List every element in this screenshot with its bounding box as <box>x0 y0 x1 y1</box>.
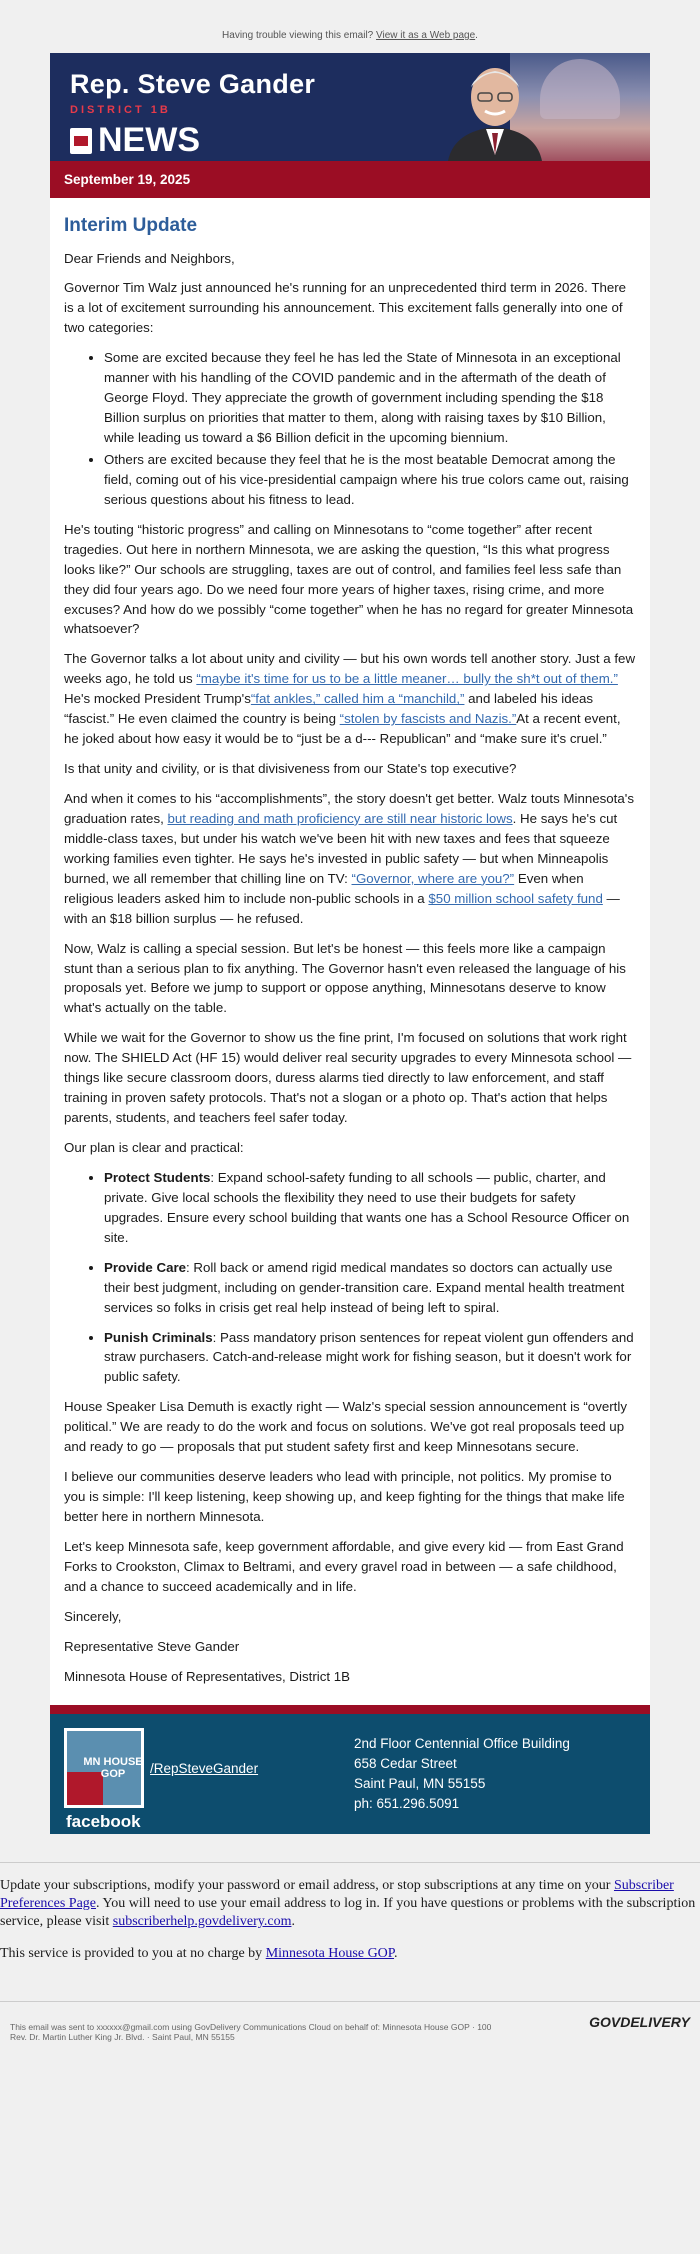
fascists-link[interactable]: “stolen by fascists and Nazis.” <box>339 711 517 727</box>
list-item: • Provide Care: Roll back or amend rigid medical mandates so doctors can actually use their best judgment, including on gender-transition care. Expand mental health treatment services so folks in crisis get real help instead of being left to spiral. <box>104 1258 636 1318</box>
paragraph-progress: He's touting “historic progress” and calling on Minnesotans to “come together” after recent tragedies. Out here in northern Minnesota, we are asking the question, “Is this what progress looks like?” Our schools are struggling, taxes are out of control, and families feel less safe than they did four years ago. Do we need four more years of higher taxes, rising crime, and more excuses? And how do we possibly “come together” when he has no regard for greater Minnesota whatsoever? <box>64 521 634 637</box>
meaner-quote-link[interactable]: “maybe it's time for us to be a little meaner… bully the sh*t out of them.” <box>196 671 618 687</box>
paragraph-plan-intro: Our plan is clear and practical: <box>64 1140 244 1155</box>
top-note-text: Having trouble viewing this email? <box>222 30 377 41</box>
house-gop-logo[interactable] <box>64 1728 144 1808</box>
footer <box>50 1714 650 1834</box>
list-item: • Protect Students: Expand school-safety funding to all schools — public, charter, and private. Give local schools the flexibility they need to use their budgets for safety upgrades. Ensure every school building that wants one has a School Resource Officer on site. <box>104 1168 636 1248</box>
greeting: Dear Friends and Neighbors, <box>64 250 235 266</box>
web-page-link[interactable]: View it as a Web page <box>376 30 476 41</box>
paragraph-civility: The Governor talks a lot about unity and civility — but his own words tell another story. Just a few weeks ago, he told us “maybe it's time for us to be a little meaner… bully the sh*t out of them.” He's mocked President Trump's“fat ankles,” called him a “manchild,” and labeled his ideas “fascist.” He even claimed the country is being “stolen by fascists and Nazis.”At a recent event, he joked about how easy it would be to “just be a d--- Republican” and “make sure it's cruel.” <box>64 651 636 747</box>
house-gop-link[interactable]: Minnesota House GOP <box>265 1946 395 1962</box>
subscriber-help-link[interactable]: subscriberhelp.govdelivery.com <box>112 1913 292 1929</box>
phone-number: ph: 651.296.5091 <box>354 1796 460 1812</box>
sender-address: Rev. Dr. Martin Luther King Jr. Blvd. · Saint Paul, MN 55155 <box>10 2032 235 2043</box>
banner-district: DISTRICT 1B <box>70 104 171 116</box>
address-line: Saint Paul, MN 55155 <box>354 1776 486 1792</box>
excitement-list <box>64 348 636 510</box>
safety-fund-link[interactable]: $50 million school safety fund <box>428 890 603 906</box>
page-title: Interim Update <box>64 215 198 236</box>
banner-news <box>70 121 200 160</box>
banner-title: Rep. Steve Gander <box>70 69 316 99</box>
date-bar: September 19, 2025 <box>50 161 650 198</box>
signature-title: Minnesota House of Representatives, District 1B <box>64 1668 351 1684</box>
facebook-handle-link[interactable]: /RepSteveGander <box>150 1760 259 1776</box>
representative-photo <box>440 55 550 161</box>
paragraph-accomplishments: And when it comes to his “accomplishments”, the story doesn't get better. Walz touts Minnesota's graduation rates, but reading and math proficiency are still near historic lows. He says he's cut middle-class taxes, but under his watch we've been hit with new taxes and fees that squeeze working families even tighter. He says he's invested in public safety — but when Minneapolis burned, we all remember that chilling line on TV: “Governor, where are you?” Even when religious leaders asked him to include non-public schools in a $50 million school safety fund — with an $18 billion surplus — he refused. <box>64 791 634 926</box>
govdelivery-logo[interactable]: GOVDELIVERY <box>589 2014 690 2031</box>
banner-news-text: NEWS <box>98 121 200 159</box>
paragraph-unity: Is that unity and civility, or is that divisiveness from our State's top executive? <box>64 761 517 777</box>
newsletter-content <box>50 198 650 1705</box>
signoff: Sincerely, <box>64 1608 122 1624</box>
fat-ankles-link[interactable]: “fat ankles,” called him a “manchild,” <box>250 691 465 707</box>
where-are-you-link[interactable]: “Governor, where are you?” <box>351 870 515 886</box>
top-note <box>0 0 700 53</box>
top-note-suffix: . <box>475 30 478 41</box>
govdelivery-footer <box>0 2001 700 2050</box>
office-address <box>354 1734 570 1815</box>
footer-divider <box>50 1705 650 1714</box>
sent-to-text: This email was sent to xxxxxx@gmail.com using GovDelivery Communications Cloud on behalf of: Minnesota House GOP · 100 <box>10 2022 492 2033</box>
list-item: • Others are excited because they feel that he is the most beatable Democrat among the field, coming out of his vice-presidential campaign where his true colors came out, raising serious questions about his fitness to lead. <box>104 450 636 510</box>
proficiency-link[interactable]: but reading and math proficiency are still near historic lows <box>167 810 513 826</box>
paragraph-closing: Let's keep Minnesota safe, keep government affordable, and give every kid — from East Grand Forks to Crookston, Climax to Beltrami, and every gravel road in between — a safe childhood, and a chance to succeed academically and in life. <box>64 1538 624 1594</box>
subscription-text: Update your subscriptions, modify your password or email address, or stop subscriptions at any time on your Subscriber Preferences Page. You will need to use your email address to log in. If you have questions or problems with the subscription service, please visit subscriberhelp.govdelivery.com. <box>0 1877 696 1929</box>
email-body <box>50 53 650 1834</box>
logo-text: MN HOUSE GOP <box>83 1755 143 1780</box>
subscriber-preferences-link[interactable]: Subscriber Preferences Page <box>0 1877 674 1911</box>
service-provider-text: This service is provided to you at no charge by Minnesota House GOP. <box>0 1946 398 1962</box>
facebook-icon[interactable]: facebook <box>66 1811 141 1831</box>
plan-list <box>64 1168 636 1387</box>
list-item: • Some are excited because they feel he has led the State of Minnesota in an exceptional manner with his handling of the COVID pandemic and in the aftermath of the death of George Floyd. They appreciate the growth of government including spending the $18 Billion surplus on priorities that matter to them, along with raising taxes by $10 Billion, while leading us toward a $6 Billion deficit in the upcoming biennium. <box>104 348 636 448</box>
subscription-notice <box>0 1862 700 1988</box>
paragraph-intro: Governor Tim Walz just announced he's running for an unprecedented third term in 2026. There is a lot of excitement surrounding his announcement. This excitement falls generally into one of two categories: <box>64 280 627 336</box>
paragraph-special-session: Now, Walz is calling a special session. But let's be honest — this feels more like a campaign stunt than a serious plan to fix anything. The Governor hasn't even released the language of his proposals yet. Before we jump to support or oppose anything, Minnesotans deserve to know what's actually on the table. <box>64 940 626 1016</box>
paragraph-shield-act: While we wait for the Governor to show us the fine print, I'm focused on solutions that work right now. The SHIELD Act (HF 15) would deliver real security upgrades to every Minnesota school — things like secure classroom doors, duress alarms tied directly to law enforcement, and staff training in proven safety protocols. That's not a slogan or a photo op. That's action that helps parents, students, and teachers feel safer today. <box>64 1030 632 1126</box>
header-banner <box>50 53 650 161</box>
paragraph-demuth: House Speaker Lisa Demuth is exactly right — Walz's special session announcement is “overtly political.” We are ready to do the work and focus on solutions. We've got real proposals teed up and ready to go — proposals that put student safety first and keep Minnesotans secure. <box>64 1399 627 1455</box>
paragraph-promise: I believe our communities deserve leaders who lead with principle, not politics. My promise to you is simple: I'll keep listening, keep showing up, and keep fighting for the things that make life better here in northern Minnesota. <box>64 1469 625 1524</box>
address-line: 2nd Floor Centennial Office Building <box>354 1735 570 1751</box>
minnesota-icon <box>70 128 92 154</box>
address-line: 658 Cedar Street <box>354 1755 457 1771</box>
list-item: • Punish Criminals: Pass mandatory prison sentences for repeat violent gun offenders and straw purchasers. Catch-and-release might work for fishing season, but it doesn't work for public safety. <box>104 1328 636 1388</box>
signature-name: Representative Steve Gander <box>64 1638 240 1654</box>
